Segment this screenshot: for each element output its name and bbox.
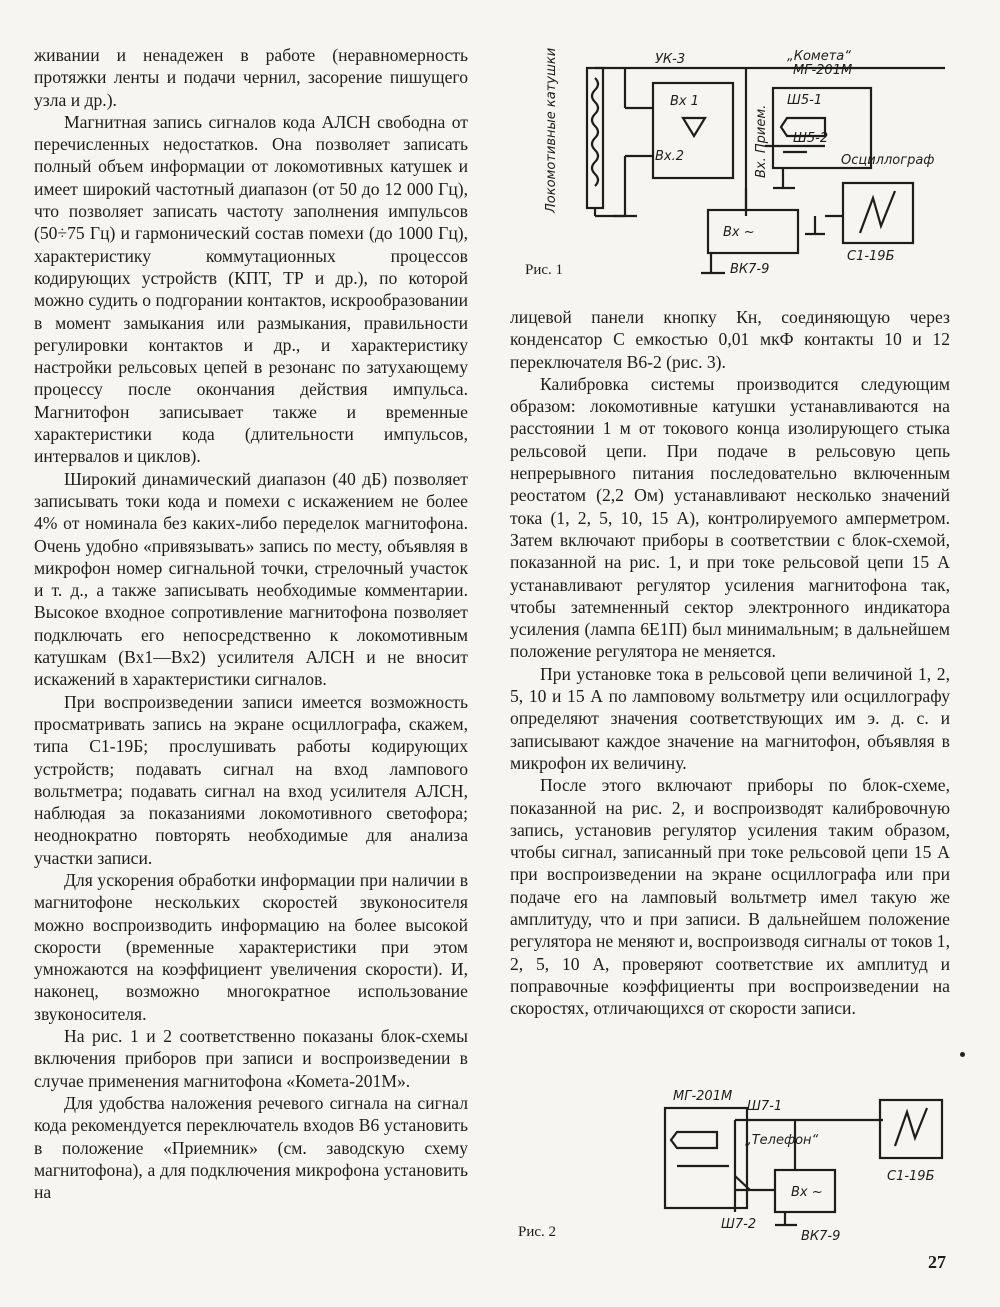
paragraph: лицевой панели кнопку Кн, соединяющую через конденсатор С емкостью 0,01 мкФ контакты 10 и 12 переключателя В6-2 (рис. 3). (510, 307, 950, 372)
fig1-in1-label: Вх 1 (670, 94, 700, 109)
figure-2-diagram (655, 1080, 955, 1250)
stray-mark (960, 1052, 965, 1057)
figure-2-caption: Рис. 2 (518, 1224, 557, 1240)
left-column (34, 44, 468, 1203)
fig2-voltmeter-model: ВК7-9 (801, 1229, 841, 1244)
page-number: 27 (928, 1252, 946, 1272)
fig2-recorder-model: МГ-201М (673, 1089, 733, 1104)
fig1-amp-label: УК-3 (655, 52, 686, 67)
fig1-voltmeter-model: ВК7-9 (730, 262, 770, 277)
paragraph: Калибровка системы производится следующим образом: локомотивные катушки устанавливаются на расстоянии 1 м от токового конца изолирующего стыка рельсовой цепи. При подаче в рельсовую цепь непрерывного питания последовательно включенным реостатом (2,2 Ом) устанавливают несколько значений тока (1, 2, 5, 10, 15 А), контролируемого амперметром. Затем включают приборы в соответствии с блок-схемой, показанной на рис. 1, и при токе рельсовой цепи 15 А устанавливают регулятор усиления магнитофона так, чтобы затемненный сектор электронного индикатора усиления (лампа 6Е1П) был минимальным; в дальнейшем положение регулятора не меняется. (510, 373, 950, 662)
fig2-mode-label: „Телефон“ (745, 1133, 819, 1148)
paragraph: Магнитная запись сигналов кода АЛСН свободна от перечисленных недостатков. Она позволяет записать полный объем информации от локомотивных катушек и имеет широкий частотный диапазон (от 50 до 12 000 Гц), что позволяет записать частоту заполнения импульсов (50÷75 Гц) и гармонический состав помехи (до 1000 Гц), характеристику коммутационных процессов кодирующих устройств (КПТ, ТР и др.), по которой можно судить о подгорании контактов, искрообразовании в момент замыкания или размыкания, правильности регулировки контактов и др., и характеристику настройки рельсовых цепей в резонанс по затухающему процессу после окончания действия импульса. Магнитофон записывает также и временные характеристики кода (длительности импульсов, интервалов и циклов). (34, 111, 468, 467)
fig1-recorder-name: „Комета“ (787, 49, 851, 64)
fig2-jack2-label: Ш7-2 (721, 1217, 757, 1232)
fig1-coils-label: Локомотивные катушки (544, 48, 559, 213)
figure-1-caption: Рис. 1 (525, 262, 564, 278)
paragraph: Для удобства наложения речевого сигнала на сигнал кода рекомендуется переключатель входов В6 установить в положение «Приемник» (см. заводскую схему магнитофона), а для подключения микрофона установить на (34, 1092, 468, 1203)
paragraph: Для ускорения обработки информации при наличии в магнитофоне нескольких скоростей звуконосителя можно воспроизводить информацию на более высокой скорости (временные характеристики при этом умножаются на коэффициент увеличения скорости). И, наконец, возможно многократное использование звуконосителя. (34, 869, 468, 1024)
fig2-scope-model: С1-19Б (887, 1169, 935, 1184)
fig1-jack1-label: Ш5-1 (787, 93, 823, 108)
paragraph: При воспроизведении записи имеется возможность просматривать запись на экране осциллографа, скажем, типа С1-19Б; прослушивать работы кодирующих устройств; подавать сигнал на вход лампового вольтметра; подавать сигнал на вход усилителя АЛСН, наблюдая за показаниями локомотивного светофора; неоднократно повторять необходимые для анализа участки записи. (34, 691, 468, 868)
paragraph: живании и ненадежен в работе (неравномерность протяжки ленты и подачи чернил, засорение пишущего узла и др.). (34, 45, 468, 110)
paragraph: Широкий динамический диапазон (40 дБ) позволяет записывать токи кода и помехи с искажением не более 4% от номинала без каких-либо переделок магнитофона. Очень удобно «привязывать» запись по месту, объявляя в микрофон номер сигнальной точки, стрелочный участок и т. д., а также записывать необходимые комментарии. Высокое входное сопротивление магнитофона позволяет подключать его непосредственно к локомотивным катушкам (Вх1—Вх2) усилителя АЛСН и не вносит искажений в характеристики сигналов. (34, 468, 468, 690)
paragraph: На рис. 1 и 2 соответственно показаны блок-схемы включения приборов при записи и воспроизведении в случае применения магнитофона «Комета-201М». (34, 1026, 468, 1091)
right-column (510, 306, 950, 1020)
fig1-voltmeter-input: Вх ~ (723, 225, 755, 240)
paragraph: При установке тока в рельсовой цепи величиной 1, 2, 5, 10 и 15 А по ламповому вольтметру или осциллографу определяют значения соответствующих им э. д. с. и записывают каждое значение на магнитофон, объявляя в микрофон их величину. (510, 663, 950, 773)
fig1-input-mode: Вх. Прием. (754, 104, 769, 178)
fig2-voltmeter-input: Вх ~ (791, 1185, 823, 1200)
fig1-in2-label: Вх.2 (655, 149, 685, 164)
fig1-recorder-model: МГ-201М (793, 63, 853, 78)
fig2-jack1-label: Ш7-1 (747, 1099, 783, 1114)
figure-1-diagram (525, 48, 945, 283)
fig1-scope-label: Осциллограф (841, 153, 935, 168)
fig1-jack2-label: Ш5-2 (793, 131, 829, 146)
fig1-scope-model: С1-19Б (847, 249, 895, 264)
paragraph: После этого включают приборы по блок-схеме, показанной на рис. 2, и воспроизводят калибровочную запись, установив регулятор усиления таким образом, чтобы сигнал, записанный при токе рельсовой цепи 15 А при воспроизведении на экране осциллографа или при подаче его на ламповый вольтметр имел такую же амплитуду, что и при записи. В дальнейшем положение регулятора не меняют и, воспроизводя сигналы от токов 1, 2, 5, 10 А, проверяют соответствие их амплитуд и поправочные коэффициенты при воспроизведении на скоростях, отличающихся от скорости записи. (510, 775, 950, 1019)
